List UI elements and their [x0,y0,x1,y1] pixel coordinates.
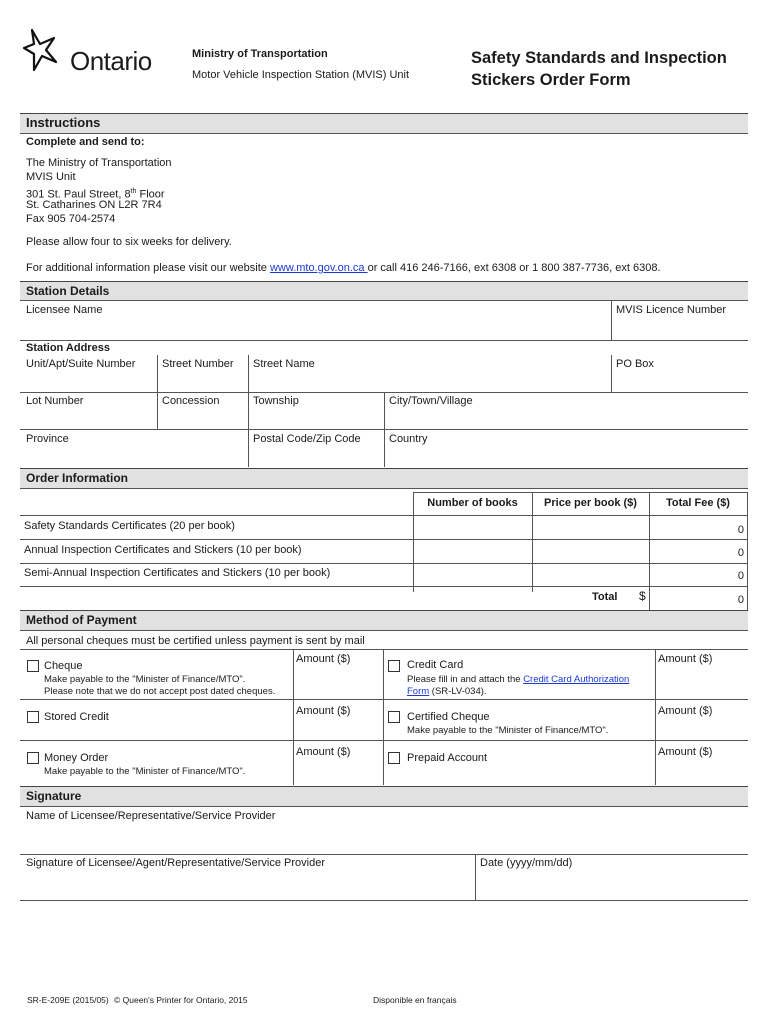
station-details-heading: Station Details [20,281,748,300]
price-per-book-header: Price per book ($) [544,497,637,509]
total-fee-header: Total Fee ($) [666,497,730,509]
street-number-label: Street Number [162,358,234,370]
unit-name: Motor Vehicle Inspection Station (MVIS) Unit [192,69,410,81]
address-line-4: St. Catharines ON L2R 7R4 [26,199,162,211]
date-field[interactable] [480,872,744,898]
money-order-checkbox[interactable] [27,752,39,764]
total-currency: $ [639,589,646,603]
credit-card-note-line-2: Form (SR-LV-034). [407,686,487,697]
licensee-representative-name-field[interactable] [26,826,744,852]
mvis-licence-number-label: MVIS Licence Number [616,304,727,316]
total-label: Total [592,591,618,603]
order-information-heading: Order Information [20,468,748,488]
street-name-label: Street Name [253,358,315,370]
form-title-line-1: Safety Standards and Inspection [471,49,727,67]
order-row-books-input[interactable] [414,540,531,562]
po-box-label: PO Box [616,358,654,370]
certified-cheque-label: Certified Cheque [407,711,490,723]
order-row-fee: 0 [737,570,744,582]
payment-note: All personal cheques must be certified unless payment is sent by mail [26,635,365,647]
credit-card-checkbox[interactable] [388,660,400,672]
mvis-licence-number-field[interactable] [616,318,746,338]
number-of-books-header: Number of books [427,497,518,509]
delivery-note: Please allow four to six weeks for delivery. [26,236,232,248]
township-label: Township [253,395,299,407]
certified-cheque-checkbox[interactable] [388,711,400,723]
cheque-checkbox[interactable] [27,660,39,672]
province-label: Province [26,433,69,445]
order-row-label: Safety Standards Certificates (20 per book) [24,520,235,532]
money-order-amount-label: Amount ($) [296,746,351,758]
order-row-price-input[interactable] [533,564,648,586]
credit-card-label: Credit Card [407,659,464,671]
unit-label: Unit/Apt/Suite Number [26,358,136,370]
form-title-line-2: Stickers Order Form [471,71,631,89]
french-version-note: Disponible en français [373,995,457,1005]
complete-send-to: Complete and send to: [26,136,145,148]
money-order-label: Money Order [44,752,109,764]
address-line-3: 301 St. Paul Street, 8th Floor [26,188,165,201]
order-row-fee: 0 [737,524,744,536]
website-link[interactable]: www.mto.gov.on.ca [269,262,368,274]
cheque-note-2: Please note that we do not accept post dated cheques. [44,686,276,697]
form-id: SR-E-209E (2015/05) [27,995,109,1005]
order-row-label: Annual Inspection Certificates and Stickers (10 per book) [24,544,302,556]
country-label: Country [389,433,428,445]
order-row-price-input[interactable] [533,516,648,538]
stored-credit-label: Stored Credit [44,711,109,723]
money-order-note: Make payable to the "Minister of Finance/MTO". [44,766,246,777]
signature-field[interactable] [26,872,472,898]
ministry-name: Ministry of Transportation [192,48,328,60]
ontario-brand: Ontario [70,46,152,76]
certified-cheque-amount-label: Amount ($) [658,705,713,717]
total-value: 0 [737,594,744,606]
signature-label: Signature of Licensee/Agent/Representative/Service Provider [26,857,326,869]
city-label: City/Town/Village [389,395,473,407]
cheque-note-1: Make payable to the "Minister of Finance/MTO". [44,674,246,685]
credit-card-amount-label: Amount ($) [658,653,713,665]
address-line-1: The Ministry of Transportation [26,157,172,169]
method-of-payment-heading: Method of Payment [20,610,748,630]
order-row-books-input[interactable] [414,516,531,538]
stored-credit-checkbox[interactable] [27,711,39,723]
prepaid-account-label: Prepaid Account [407,752,488,764]
licensee-name-label: Licensee Name [26,304,103,316]
order-row-books-input[interactable] [414,564,531,586]
stored-credit-amount-label: Amount ($) [296,705,351,717]
additional-info: For additional information please visit our website www.mto.gov.on.ca or call 416 246-7166, ext 6308 or 1 800 387-7736, ext 6308. [26,262,661,274]
order-row-label: Semi-Annual Inspection Certificates and Stickers (10 per book) [24,567,331,579]
order-row-price-input[interactable] [533,540,648,562]
credit-card-authorization-link[interactable]: Credit Card Authorization [523,674,630,685]
credit-card-form-link[interactable]: Form [407,686,430,697]
postal-code-label: Postal Code/Zip Code [253,433,361,445]
lot-number-label: Lot Number [26,395,84,407]
order-row-fee: 0 [737,547,744,559]
cheque-label: Cheque [44,660,83,672]
credit-card-note-line-1: Please fill in and attach the Credit Card Authorization [407,674,630,685]
prepaid-account-amount-label: Amount ($) [658,746,713,758]
signature-heading: Signature [20,786,748,806]
prepaid-account-checkbox[interactable] [388,752,400,764]
address-line-2: MVIS Unit [26,171,76,183]
cheque-amount-label: Amount ($) [296,653,351,665]
instructions-heading: Instructions [20,113,748,133]
concession-label: Concession [162,395,220,407]
licensee-name-field[interactable] [26,318,610,338]
licensee-representative-name-label: Name of Licensee/Representative/Service Provider [26,810,276,822]
copyright: © Queen's Printer for Ontario, 2015 [114,995,248,1005]
certified-cheque-note: Make payable to the "Minister of Finance/MTO". [407,725,609,736]
ontario-trillium-logo-icon [22,24,72,74]
station-address-heading: Station Address [26,342,110,354]
date-label: Date (yyyy/mm/dd) [480,857,573,869]
address-line-5: Fax 905 704-2574 [26,213,116,225]
